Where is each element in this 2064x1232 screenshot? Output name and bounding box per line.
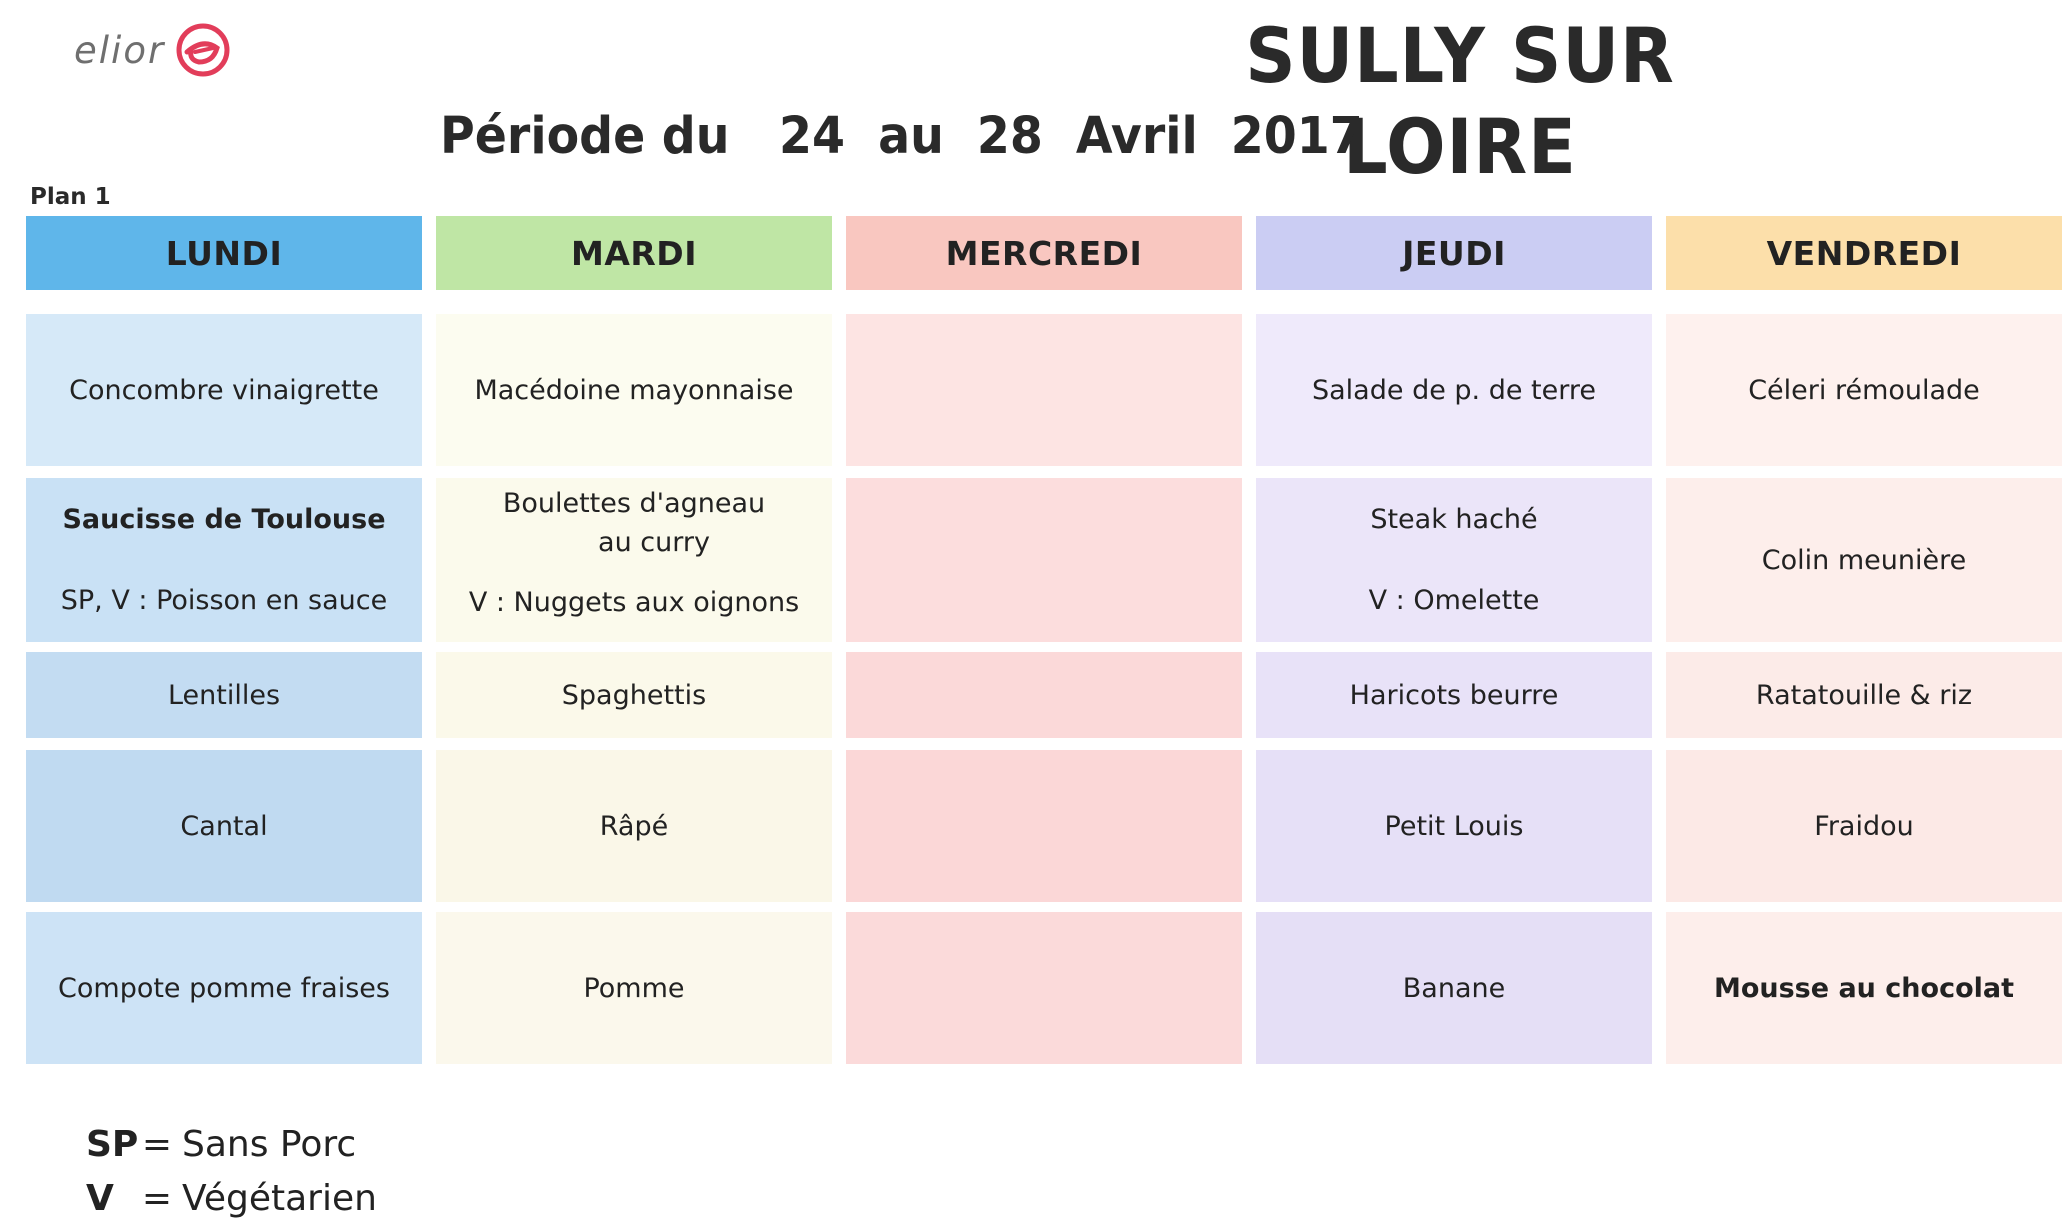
period-title: Période du 24 au 28 Avril 2017 [440, 107, 1363, 166]
day-header-vendredi: VENDREDI [1666, 216, 2062, 290]
logo-text: elior [74, 28, 166, 72]
legend-row-v [86, 1172, 377, 1226]
fromage-cell [26, 750, 422, 902]
accompagnement-cell [436, 652, 832, 738]
legend-equals: = [141, 1178, 173, 1219]
day-header-lundi: LUNDI [26, 216, 422, 290]
plat-cell [1256, 478, 1652, 642]
legend-abbr: SP [86, 1124, 139, 1165]
fromage-cell [846, 750, 1242, 902]
plat-main-text: Saucisse de Toulouse [62, 504, 386, 535]
accompagnement-text: Ratatouille & riz [1755, 679, 1973, 711]
plat-main-text: Colin meunière [1761, 544, 1967, 576]
fromage-text: Fraidou [1814, 810, 1914, 842]
plat-main-line1: Boulettes d'agneau [502, 488, 766, 519]
fromage-text: Cantal [180, 810, 268, 842]
entree-text: Céleri rémoulade [1748, 374, 1980, 406]
elior-logo [74, 22, 233, 78]
legend [86, 1118, 377, 1226]
dessert-cell [1666, 912, 2062, 1064]
entree-cell [1256, 314, 1652, 466]
legend-equals: = [141, 1124, 173, 1165]
day-header-mardi: MARDI [436, 216, 832, 290]
entree-text: Macédoine mayonnaise [474, 374, 794, 406]
city-title: SULLY SUR LOIRE [1245, 11, 1675, 192]
plat-cell [436, 478, 832, 642]
accompagnement-text: Haricots beurre [1349, 679, 1559, 711]
dessert-cell [1256, 912, 1652, 1064]
entree-text: Salade de p. de terre [1312, 374, 1596, 406]
dessert-cell [26, 912, 422, 1064]
dessert-cell [846, 912, 1242, 1064]
fromage-cell [1256, 750, 1652, 902]
elior-rose-icon [173, 22, 233, 78]
entree-cell [1666, 314, 2062, 466]
fromage-text: Petit Louis [1384, 810, 1524, 842]
legend-meaning: Végétarien [182, 1178, 377, 1219]
dessert-cell [436, 912, 832, 1064]
accompagnement-text: Lentilles [167, 679, 281, 711]
accompagnement-cell [1666, 652, 2062, 738]
plat-main-line2: au curry [598, 527, 710, 558]
entree-cell [846, 314, 1242, 466]
accompagnement-cell [846, 652, 1242, 738]
plat-main-text: Steak haché [1370, 504, 1538, 535]
plat-cell [1666, 478, 2062, 642]
fromage-cell [1666, 750, 2062, 902]
entree-cell [26, 314, 422, 466]
fromage-cell [436, 750, 832, 902]
fromage-text: Râpé [599, 810, 669, 842]
day-header-mercredi: MERCREDI [846, 216, 1242, 290]
plat-alt-text: V : Nuggets aux oignons [468, 587, 800, 618]
dessert-text: Mousse au chocolat [1713, 972, 2015, 1004]
plat-cell [26, 478, 422, 642]
legend-row-sp [86, 1118, 377, 1172]
plat-alt-text: V : Omelette [1368, 585, 1540, 616]
dessert-text: Banane [1402, 972, 1506, 1004]
entree-cell [436, 314, 832, 466]
plat-alt-text: SP, V : Poisson en sauce [60, 585, 388, 616]
accompagnement-cell [26, 652, 422, 738]
accompagnement-cell [1256, 652, 1652, 738]
plan-label: Plan 1 [30, 184, 111, 210]
day-header-jeudi: JEUDI [1256, 216, 1652, 290]
legend-abbr: V [86, 1178, 114, 1219]
plat-cell [846, 478, 1242, 642]
legend-meaning: Sans Porc [182, 1124, 357, 1165]
accompagnement-text: Spaghettis [561, 679, 707, 711]
dessert-text: Compote pomme fraises [58, 972, 390, 1004]
entree-text: Concombre vinaigrette [69, 374, 379, 406]
dessert-text: Pomme [583, 972, 685, 1004]
